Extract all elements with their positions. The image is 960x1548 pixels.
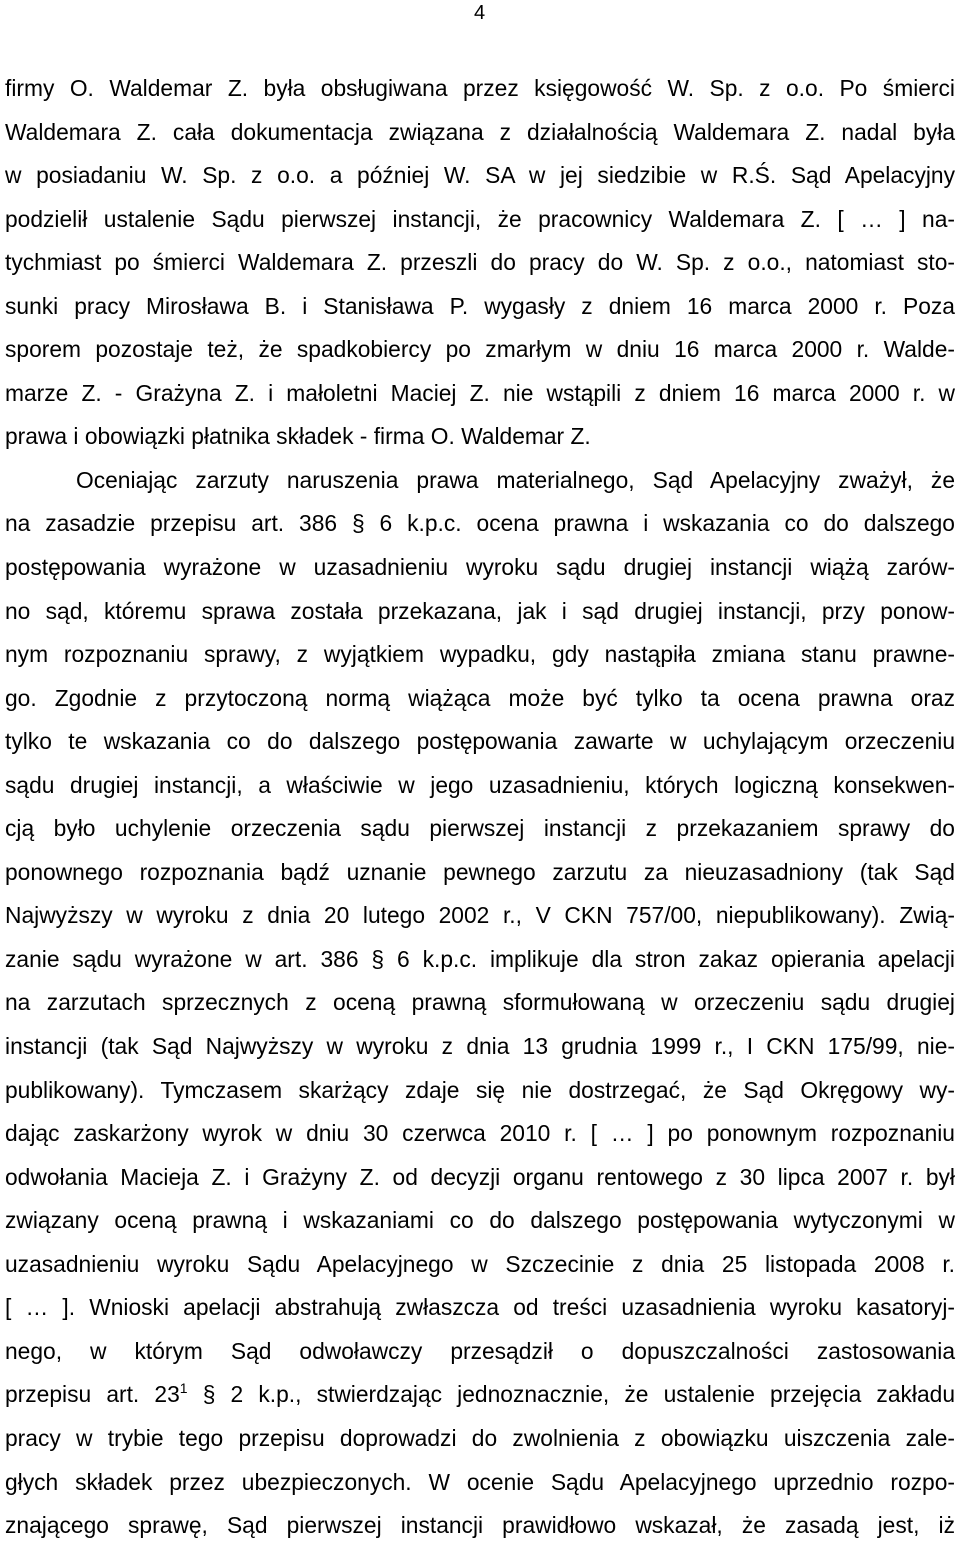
text-line: prawa i obowiązki płatnika składek - firma O. Waldemar Z.: [5, 423, 591, 450]
text-line-with-superscript: [5, 1373, 955, 1417]
text-line: Waldemara Z. cała dokumentacja związana z działalnością Waldemara Z. nadal była: [5, 118, 955, 145]
text-line: nego, w którym Sąd odwoławczy przesądził o dopuszczalności zastosowania: [5, 1337, 955, 1364]
text-line: firmy O. Waldemar Z. była obsługiwana przez księgowość W. Sp. z o.o. Po śmierci: [5, 75, 955, 101]
text-line: tychmiast po śmierci Waldemara Z. przeszli do pracy do W. Sp. z o.o., natomiast sto-: [5, 249, 955, 276]
paragraph-first-line: Oceniając zarzuty naruszenia prawa materialnego, Sąd Apelacyjny zważył, że: [76, 466, 955, 493]
text-line: uzasadnieniu wyroku Sądu Apelacyjnego w Szczecinie z dnia 25 listopada 2008 r.: [5, 1250, 955, 1277]
page-number: 4: [474, 2, 486, 24]
text-line: znającego sprawę, Sąd pierwszej instancji prawidłowo wskazał, że zasadą jest, iż: [5, 1512, 955, 1539]
text-line: dając zaskarżony wyrok w dniu 30 czerwca 2010 r. [ … ] po ponownym rozpoznaniu: [5, 1120, 955, 1147]
text-line: sporem pozostaje też, że spadkobiercy po zmarłym w dniu 16 marca 2000 r. Walde-: [5, 336, 955, 363]
text-line: odwołania Macieja Z. i Grażyny Z. od decyzji organu rentowego z 30 lipca 2007 r. był: [5, 1163, 955, 1190]
text-line: głych składek przez ubezpieczonych. W ocenie Sądu Apelacyjnego uprzednio rozpo-: [5, 1468, 955, 1495]
text-line: pracy w trybie tego przepisu doprowadzi do zwolnienia z obowiązku uiszczenia zale-: [5, 1424, 955, 1451]
superscript: 1: [179, 1380, 188, 1397]
text-line: no sąd, któremu sprawa została przekazana, jak i sąd drugiej instancji, przy ponow-: [5, 597, 955, 624]
text-line: ponownego rozpoznania bądź uznanie pewnego zarzutu za nieuzasadniony (tak Sąd: [5, 858, 955, 885]
text-segment: przepisu art. 23: [5, 1381, 180, 1408]
text-line: cją było uchylenie orzeczenia sądu pierwszej instancji z przekazaniem sprawy do: [5, 815, 955, 842]
text-line: nym rozpoznaniu sprawy, z wyjątkiem wypadku, gdy nastąpiła zmiana stanu prawne-: [5, 641, 955, 668]
text-line: w posiadaniu W. Sp. z o.o. a później W. SA w jej siedzibie w R.Ś. Sąd Apelacyjny: [5, 162, 955, 189]
text-line: publikowany). Tymczasem skarżący zdaje się nie dostrzegać, że Sąd Okręgowy wy-: [5, 1076, 955, 1103]
text-line: sądu drugiej instancji, a właściwie w jego uzasadnieniu, których logiczną konsekwen-: [5, 771, 955, 798]
text-line: zanie sądu wyrażone w art. 386 § 6 k.p.c. implikuje dla stron zakaz opierania apelacji: [5, 945, 955, 972]
text-line: go. Zgodnie z przytoczoną normą wiążąca może być tylko ta ocena prawna oraz: [5, 684, 955, 711]
text-line: instancji (tak Sąd Najwyższy w wyroku z dnia 13 grudnia 1999 r., I CKN 175/99, nie-: [5, 1033, 955, 1060]
text-line: związany oceną prawną i wskazaniami co do dalszego postępowania wytyczonymi w: [5, 1207, 955, 1234]
text-line: postępowania wyrażone w uzasadnieniu wyroku sądu drugiej instancji wiążą zarów-: [5, 554, 955, 581]
document-body: [5, 67, 955, 1548]
text-line: sunki pracy Mirosława B. i Stanisława P. wygasły z dniem 16 marca 2000 r. Poza: [5, 292, 955, 319]
text-line: tylko te wskazania co do dalszego postępowania zawarte w uchylającym orzeczeniu: [5, 728, 955, 755]
text-line: [ … ]. Wnioski apelacji abstrahują zwłaszcza od treści uzasadnienia wyroku kasatoryj-: [5, 1294, 955, 1321]
text-line: podzielił ustalenie Sądu pierwszej instancji, że pracownicy Waldemara Z. [ … ] na-: [5, 205, 955, 232]
text-segment: § 2 k.p., stwierdzając jednoznacznie, że ustalenie przejęcia zakładu: [187, 1381, 955, 1408]
text-line: na zasadzie przepisu art. 386 § 6 k.p.c. ocena prawna i wskazania co do dalszego: [5, 510, 955, 537]
text-line: na zarzutach sprzecznych z oceną prawną sformułowaną w orzeczeniu sądu drugiej: [5, 989, 955, 1016]
text-line: marze Z. - Grażyna Z. i małoletni Maciej Z. nie wstąpili z dniem 16 marca 2000 r. w: [5, 379, 955, 406]
text-line: Najwyższy w wyroku z dnia 20 lutego 2002 r., V CKN 757/00, niepublikowany). Zwią-: [5, 902, 955, 929]
